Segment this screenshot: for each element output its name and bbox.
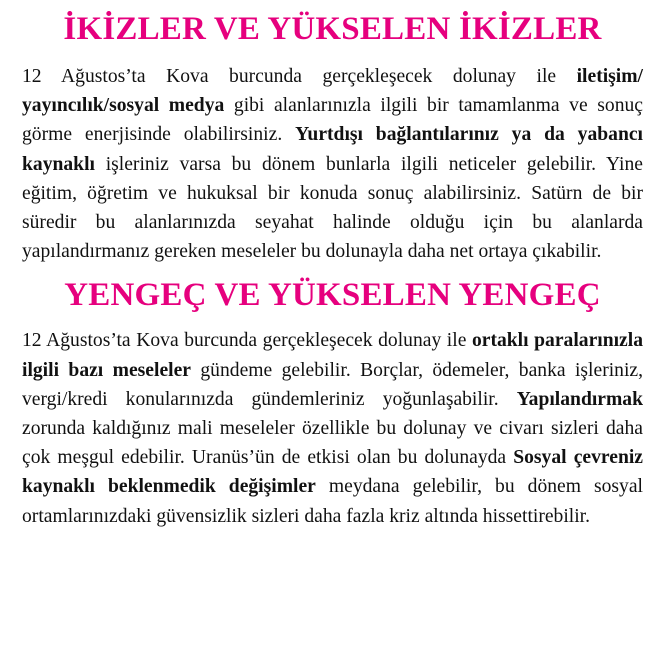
text-segment: 12 Ağustos’ta Kova burcunda gerçekleşecek dolunay ile — [22, 66, 577, 87]
bold-segment: Yapılandırmak — [516, 388, 643, 410]
section-title-ikizler: İKİZLER VE YÜKSELEN İKİZLER — [63, 11, 602, 47]
text-segment: zorunda kaldığınız mali meseleler özellikle bu dolunay ve civarı sizleri daha çok meşgul edebilir. Uranüs’ün de etkisi olan bu dolunayda — [22, 418, 643, 469]
text-segment: gündeme gelebilir. Borçlar, ödemeler, banka işleriniz, vergi/kredi konularınızda gündemleriniz yoğunlaşabilir. — [22, 359, 643, 410]
text-segment: gibi alanlarınızla ilgili bir tamamlanma ve sonuç görme enerjisinde olabilirsiniz. — [22, 95, 643, 146]
bold-segment: Yurtdışı bağlantılarınız ya da yabancı kaynaklı — [22, 124, 643, 175]
section-title-yengec: YENGEÇ VE YÜKSELEN YENGEÇ — [64, 277, 601, 314]
bold-segment: ortaklı paralarınızla ilgili bazı meseleler — [22, 330, 643, 381]
bold-segment: Sosyal çevreniz kaynaklı beklenmedik değişimler — [22, 447, 643, 498]
text-segment: 12 Ağustos’ta Kova burcunda gerçekleşecek dolunay ile — [22, 330, 472, 352]
bold-segment: iletişim/ yayıncılık/sosyal medya — [22, 66, 643, 117]
text-segment: meydana gelebilir, bu dönem sosyal ortamlarınızdaki güvensizlik sizleri daha fazla kriz altında hissettirebilir. — [22, 476, 643, 527]
paragraph-ikizler — [20, 56, 645, 266]
paragraph-yengec — [20, 320, 645, 530]
text-segment: işleriniz varsa bu dönem bunlarla ilgili neticeler gelebilir. Yine eğitim, öğretim ve hukuksal bir konuda sonuç alabilirsiniz. Satürn de bir süredir bu alanlarınızda seyahat halinde olduğu için bu alanlarda yapılandırmanız gereken meseleler bu dolunayla daha net ortaya çıkabilir. — [22, 153, 643, 263]
